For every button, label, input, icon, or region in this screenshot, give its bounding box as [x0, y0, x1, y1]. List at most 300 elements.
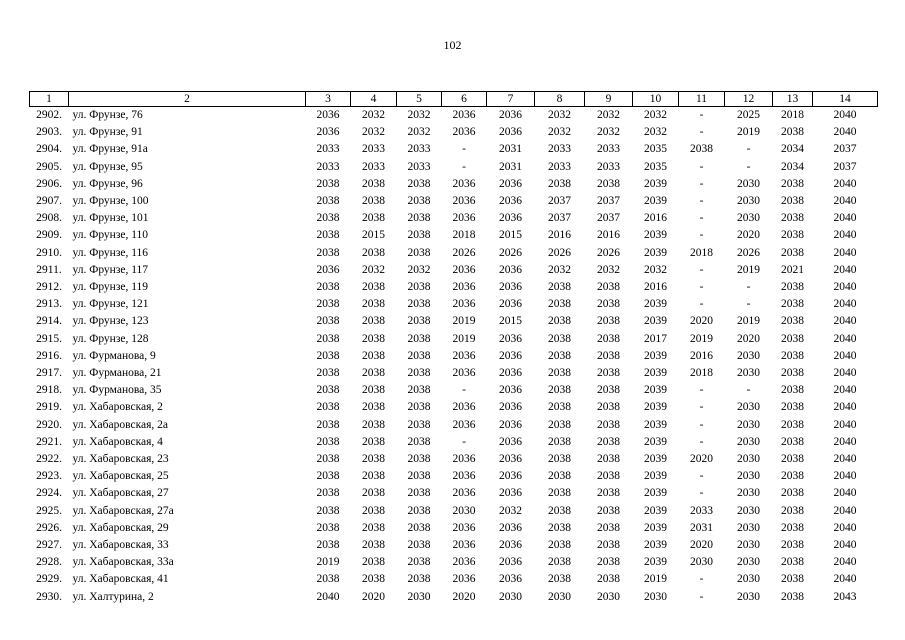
year-cell: 2038 — [597, 556, 620, 569]
year-cell: 2036 — [499, 126, 522, 139]
row-number: 2926. — [36, 521, 62, 534]
table-row — [30, 589, 878, 606]
year-cell: 2038 — [407, 556, 431, 569]
table-row — [30, 451, 878, 468]
row-number: 2902. — [36, 109, 62, 121]
year-cell: - — [699, 470, 704, 483]
year-cell: 2026 — [737, 246, 760, 259]
year-cell: 2038 — [407, 573, 431, 586]
year-cell: 2036 — [452, 298, 476, 311]
table-row — [30, 141, 878, 158]
year-cell: 2038 — [316, 177, 340, 190]
year-cell: 2037 — [548, 212, 571, 225]
year-cell: 2020 — [452, 590, 476, 603]
year-cell: 2038 — [362, 539, 385, 552]
year-cell: 2039 — [644, 418, 667, 431]
year-cell: 2034 — [781, 160, 804, 173]
address-cell: ул. Фрунзе, 76 — [72, 109, 143, 121]
year-cell: 2039 — [644, 349, 667, 362]
year-cell: 2038 — [316, 212, 340, 225]
year-cell: 2016 — [644, 281, 667, 294]
table-row — [30, 193, 878, 210]
year-cell: - — [746, 281, 751, 294]
year-cell: 2036 — [499, 556, 522, 569]
year-cell: 2036 — [499, 401, 522, 414]
year-cell: 2038 — [597, 487, 620, 500]
address-cell: ул. Фрунзе, 91 — [72, 126, 143, 139]
year-cell: 2039 — [644, 556, 667, 569]
year-cell: 2040 — [833, 229, 857, 242]
year-cell: 2030 — [737, 539, 760, 552]
year-cell: 2038 — [597, 401, 620, 414]
year-cell: 2030 — [737, 212, 760, 225]
year-cell: 2038 — [781, 470, 804, 483]
year-cell: 2035 — [644, 143, 667, 156]
year-cell: 2038 — [362, 435, 385, 448]
year-cell: 2038 — [316, 229, 340, 242]
year-cell: - — [699, 160, 704, 173]
year-cell: 2038 — [781, 212, 804, 225]
year-cell: 2032 — [644, 126, 667, 139]
year-cell: 2033 — [548, 143, 571, 156]
year-cell: 2038 — [362, 195, 385, 208]
year-cell: 2020 — [690, 453, 713, 466]
year-cell: 2038 — [781, 298, 804, 311]
column-header: 1 — [30, 92, 69, 107]
year-cell: 2036 — [499, 281, 522, 294]
year-cell: 2038 — [548, 521, 571, 534]
year-cell: 2038 — [597, 573, 620, 586]
year-cell: 2038 — [362, 315, 385, 328]
row-number: 2914. — [36, 315, 62, 328]
table-row — [30, 245, 878, 262]
table-row — [30, 382, 878, 399]
year-cell: 2038 — [781, 556, 804, 569]
year-cell: 2038 — [316, 246, 340, 259]
address-cell: ул. Фрунзе, 121 — [72, 298, 149, 311]
year-cell: 2038 — [316, 435, 340, 448]
year-cell: 2040 — [833, 298, 857, 311]
year-cell: 2039 — [644, 246, 667, 259]
year-cell: 2038 — [781, 573, 804, 586]
year-cell: - — [699, 177, 704, 190]
year-cell: - — [699, 126, 704, 139]
year-cell: 2038 — [548, 504, 571, 517]
year-cell: 2036 — [452, 349, 476, 362]
year-cell: 2033 — [690, 504, 713, 517]
year-cell: 2038 — [362, 556, 385, 569]
table-row — [30, 365, 878, 382]
year-cell: - — [699, 212, 704, 225]
year-cell: 2015 — [362, 229, 385, 242]
year-cell: 2040 — [833, 332, 857, 345]
column-header: 12 — [725, 92, 773, 107]
year-cell: 2038 — [407, 487, 431, 500]
year-cell: 2020 — [690, 315, 713, 328]
year-cell: 2030 — [737, 435, 760, 448]
table-row — [30, 210, 878, 227]
year-cell: 2030 — [690, 556, 713, 569]
year-cell: 2030 — [737, 573, 760, 586]
year-cell: 2036 — [452, 401, 476, 414]
table-row — [30, 279, 878, 296]
year-cell: 2038 — [407, 298, 431, 311]
year-cell: 2038 — [548, 177, 571, 190]
year-cell: 2038 — [781, 177, 804, 190]
year-cell: 2019 — [737, 263, 760, 276]
column-header: 4 — [351, 92, 397, 107]
year-cell: 2036 — [452, 212, 476, 225]
year-cell: 2039 — [644, 435, 667, 448]
table-row — [30, 571, 878, 588]
year-cell: - — [699, 435, 704, 448]
year-cell: 2039 — [644, 195, 667, 208]
year-cell: 2032 — [407, 263, 431, 276]
year-cell: 2034 — [781, 143, 804, 156]
year-cell: 2033 — [597, 160, 620, 173]
address-cell: ул. Фурманова, 35 — [72, 384, 162, 397]
year-cell: 2040 — [316, 590, 340, 603]
year-cell: 2030 — [737, 367, 760, 380]
column-header: 7 — [487, 92, 535, 107]
year-cell: 2033 — [407, 143, 431, 156]
row-number: 2903. — [36, 126, 62, 139]
year-cell: 2038 — [597, 177, 620, 190]
address-cell: ул. Хабаровская, 2а — [72, 418, 168, 431]
year-cell: 2040 — [833, 556, 857, 569]
year-cell: 2032 — [362, 109, 385, 121]
address-cell: ул. Фрунзе, 116 — [72, 246, 149, 259]
year-cell: 2036 — [499, 349, 522, 362]
year-cell: 2039 — [644, 177, 667, 190]
year-cell: 2036 — [452, 109, 476, 121]
year-cell: 2036 — [499, 367, 522, 380]
year-cell: 2040 — [833, 384, 857, 397]
year-cell: - — [699, 281, 704, 294]
year-cell: 2036 — [452, 195, 476, 208]
year-cell: 2038 — [597, 435, 620, 448]
data-table — [29, 91, 878, 606]
table-row — [30, 159, 878, 176]
year-cell: 2036 — [499, 332, 522, 345]
year-cell: 2032 — [548, 109, 571, 121]
year-cell: 2040 — [833, 539, 857, 552]
year-cell: 2040 — [833, 470, 857, 483]
year-cell: 2035 — [644, 160, 667, 173]
year-cell: 2040 — [833, 212, 857, 225]
year-cell: 2030 — [737, 504, 760, 517]
address-cell: ул. Хабаровская, 33 — [72, 539, 169, 552]
year-cell: 2030 — [737, 556, 760, 569]
year-cell: 2036 — [452, 556, 476, 569]
year-cell: 2038 — [781, 539, 804, 552]
year-cell: 2040 — [833, 315, 857, 328]
year-cell: 2038 — [548, 384, 571, 397]
year-cell: 2038 — [781, 504, 804, 517]
year-cell: 2016 — [644, 212, 667, 225]
year-cell: - — [699, 195, 704, 208]
year-cell: 2040 — [833, 367, 857, 380]
year-cell: 2016 — [548, 229, 571, 242]
address-cell: ул. Фрунзе, 123 — [72, 315, 149, 328]
year-cell: 2038 — [316, 539, 340, 552]
year-cell: 2019 — [644, 573, 667, 586]
row-number: 2922. — [36, 453, 62, 466]
row-number: 2928. — [36, 556, 62, 569]
year-cell: 2036 — [499, 573, 522, 586]
year-cell: 2036 — [499, 384, 522, 397]
year-cell: 2032 — [597, 109, 620, 121]
year-cell: - — [462, 143, 466, 156]
year-cell: 2038 — [362, 367, 385, 380]
year-cell: 2040 — [833, 504, 857, 517]
year-cell: 2040 — [833, 109, 857, 121]
row-number: 2918. — [36, 384, 62, 397]
year-cell: 2038 — [362, 298, 385, 311]
row-number: 2913. — [36, 298, 62, 311]
year-cell: - — [746, 160, 751, 173]
table-row — [30, 107, 878, 125]
row-number: 2907. — [36, 195, 62, 208]
year-cell: 2038 — [362, 521, 385, 534]
row-number: 2929. — [36, 573, 62, 586]
year-cell: 2032 — [362, 126, 385, 139]
year-cell: 2038 — [407, 504, 431, 517]
row-number: 2909. — [36, 229, 62, 242]
year-cell: - — [699, 229, 704, 242]
year-cell: 2038 — [548, 315, 571, 328]
row-number: 2915. — [36, 332, 62, 345]
year-cell: 2020 — [362, 590, 385, 603]
year-cell: 2040 — [833, 126, 857, 139]
year-cell: 2036 — [499, 109, 522, 121]
year-cell: 2032 — [407, 126, 431, 139]
year-cell: 2036 — [499, 470, 522, 483]
table-row — [30, 520, 878, 537]
year-cell: - — [699, 263, 704, 276]
year-cell: 2038 — [407, 332, 431, 345]
table-row — [30, 434, 878, 451]
year-cell: 2033 — [407, 160, 431, 173]
year-cell: - — [462, 435, 466, 448]
year-cell: 2038 — [781, 367, 804, 380]
year-cell: 2036 — [499, 418, 522, 431]
row-number: 2925. — [36, 504, 62, 517]
year-cell: 2037 — [833, 160, 857, 173]
column-header: 14 — [813, 92, 878, 107]
year-cell: 2038 — [548, 573, 571, 586]
year-cell: 2038 — [362, 418, 385, 431]
year-cell: 2040 — [833, 418, 857, 431]
address-cell: ул. Фурманова, 21 — [72, 367, 162, 380]
year-cell: 2033 — [362, 160, 385, 173]
year-cell: 2038 — [781, 229, 804, 242]
year-cell: 2038 — [407, 349, 431, 362]
year-cell: 2040 — [833, 177, 857, 190]
year-cell: 2036 — [452, 487, 476, 500]
year-cell: 2038 — [597, 453, 620, 466]
year-cell: 2038 — [362, 401, 385, 414]
year-cell: 2038 — [781, 195, 804, 208]
year-cell: 2037 — [833, 143, 857, 156]
address-cell: ул. Фрунзе, 91а — [72, 143, 148, 156]
year-cell: 2019 — [452, 315, 476, 328]
year-cell: 2037 — [597, 195, 620, 208]
table-row — [30, 468, 878, 485]
year-cell: 2038 — [781, 401, 804, 414]
year-cell: 2036 — [452, 453, 476, 466]
row-number: 2927. — [36, 539, 62, 552]
page-number: 102 — [443, 38, 462, 52]
year-cell: 2040 — [833, 521, 857, 534]
year-cell: 2020 — [737, 332, 760, 345]
year-cell: 2038 — [548, 298, 571, 311]
year-cell: 2040 — [833, 453, 857, 466]
year-cell: 2033 — [597, 143, 620, 156]
year-cell: 2036 — [499, 212, 522, 225]
year-cell: - — [462, 160, 466, 173]
column-header: 6 — [442, 92, 487, 107]
address-cell: ул. Фрунзе, 119 — [72, 281, 149, 294]
year-cell: 2019 — [737, 126, 760, 139]
year-cell: 2043 — [833, 590, 857, 603]
year-cell: 2036 — [452, 281, 476, 294]
year-cell: 2036 — [316, 263, 340, 276]
year-cell: 2038 — [362, 453, 385, 466]
row-number: 2908. — [36, 212, 62, 225]
table-row — [30, 227, 878, 244]
year-cell: 2032 — [499, 504, 522, 517]
year-cell: 2038 — [597, 384, 620, 397]
year-cell: 2039 — [644, 384, 667, 397]
year-cell: 2038 — [597, 521, 620, 534]
column-header: 2 — [69, 92, 306, 107]
year-cell: 2038 — [597, 281, 620, 294]
row-number: 2924. — [36, 487, 62, 500]
year-cell: 2039 — [644, 521, 667, 534]
year-cell: 2038 — [362, 504, 385, 517]
year-cell: 2030 — [644, 590, 667, 603]
address-cell: ул. Фрунзе, 128 — [72, 332, 149, 345]
year-cell: 2020 — [690, 539, 713, 552]
year-cell: 2038 — [316, 487, 340, 500]
year-cell: 2038 — [316, 418, 340, 431]
year-cell: 2030 — [737, 453, 760, 466]
year-cell: 2015 — [499, 315, 522, 328]
address-cell: ул. Фурманова, 9 — [72, 349, 156, 362]
year-cell: 2036 — [452, 573, 476, 586]
row-number: 2921. — [36, 435, 62, 448]
year-cell: - — [699, 487, 704, 500]
year-cell: 2038 — [407, 177, 431, 190]
year-cell: 2026 — [452, 246, 476, 259]
year-cell: 2018 — [690, 367, 713, 380]
year-cell: 2030 — [737, 487, 760, 500]
year-cell: 2038 — [316, 195, 340, 208]
year-cell: - — [699, 109, 704, 121]
address-cell: ул. Хабаровская, 2 — [72, 401, 163, 414]
year-cell: 2038 — [781, 281, 804, 294]
year-cell: 2038 — [407, 418, 431, 431]
year-cell: 2019 — [690, 332, 713, 345]
year-cell: 2038 — [781, 315, 804, 328]
address-cell: ул. Хабаровская, 33а — [72, 556, 174, 569]
year-cell: 2030 — [737, 470, 760, 483]
year-cell: 2038 — [597, 298, 620, 311]
year-cell: - — [746, 143, 751, 156]
year-cell: 2020 — [737, 229, 760, 242]
year-cell: 2039 — [644, 470, 667, 483]
year-cell: 2038 — [407, 435, 431, 448]
year-cell: 2036 — [452, 177, 476, 190]
year-cell: 2030 — [548, 590, 571, 603]
year-cell: 2038 — [781, 590, 804, 603]
year-cell: 2019 — [737, 315, 760, 328]
table-row — [30, 503, 878, 520]
column-header: 10 — [633, 92, 679, 107]
table-row — [30, 417, 878, 434]
year-cell: 2039 — [644, 229, 667, 242]
year-cell: 2030 — [597, 590, 620, 603]
address-cell: ул. Хабаровская, 27 — [72, 487, 169, 500]
year-cell: 2031 — [499, 160, 522, 173]
year-cell: 2038 — [316, 298, 340, 311]
year-cell: 2038 — [407, 453, 431, 466]
year-cell: 2016 — [690, 349, 713, 362]
table-row — [30, 331, 878, 348]
year-cell: 2018 — [452, 229, 476, 242]
column-header: 3 — [306, 92, 351, 107]
year-cell: 2019 — [316, 556, 340, 569]
address-cell: ул. Хабаровская, 29 — [72, 521, 169, 534]
year-cell: 2040 — [833, 573, 857, 586]
year-cell: 2030 — [737, 195, 760, 208]
address-cell: ул. Хабаровская, 23 — [72, 453, 169, 466]
year-cell: 2038 — [781, 435, 804, 448]
year-cell: 2038 — [316, 367, 340, 380]
year-cell: 2031 — [690, 521, 713, 534]
table-row — [30, 554, 878, 571]
year-cell: 2038 — [362, 177, 385, 190]
year-cell: - — [699, 298, 704, 311]
year-cell: 2038 — [781, 126, 804, 139]
year-cell: 2038 — [362, 573, 385, 586]
year-cell: 2036 — [452, 126, 476, 139]
year-cell: 2037 — [548, 195, 571, 208]
year-cell: 2033 — [548, 160, 571, 173]
year-cell: 2021 — [781, 263, 804, 276]
year-cell: 2038 — [407, 246, 431, 259]
year-cell: 2039 — [644, 367, 667, 380]
year-cell: 2038 — [362, 349, 385, 362]
year-cell: 2038 — [781, 453, 804, 466]
year-cell: 2038 — [407, 521, 431, 534]
year-cell: 2038 — [548, 470, 571, 483]
address-cell: ул. Хабаровская, 4 — [72, 435, 163, 448]
address-cell: ул. Хабаровская, 41 — [72, 573, 169, 586]
year-cell: 2036 — [452, 470, 476, 483]
year-cell: 2030 — [499, 590, 522, 603]
row-number: 2920. — [36, 418, 62, 431]
year-cell: 2032 — [644, 109, 667, 121]
year-cell: 2038 — [548, 401, 571, 414]
year-cell: 2038 — [597, 418, 620, 431]
year-cell: 2038 — [548, 453, 571, 466]
year-cell: 2032 — [362, 263, 385, 276]
year-cell: 2038 — [316, 521, 340, 534]
year-cell: 2038 — [362, 470, 385, 483]
table-row — [30, 124, 878, 141]
